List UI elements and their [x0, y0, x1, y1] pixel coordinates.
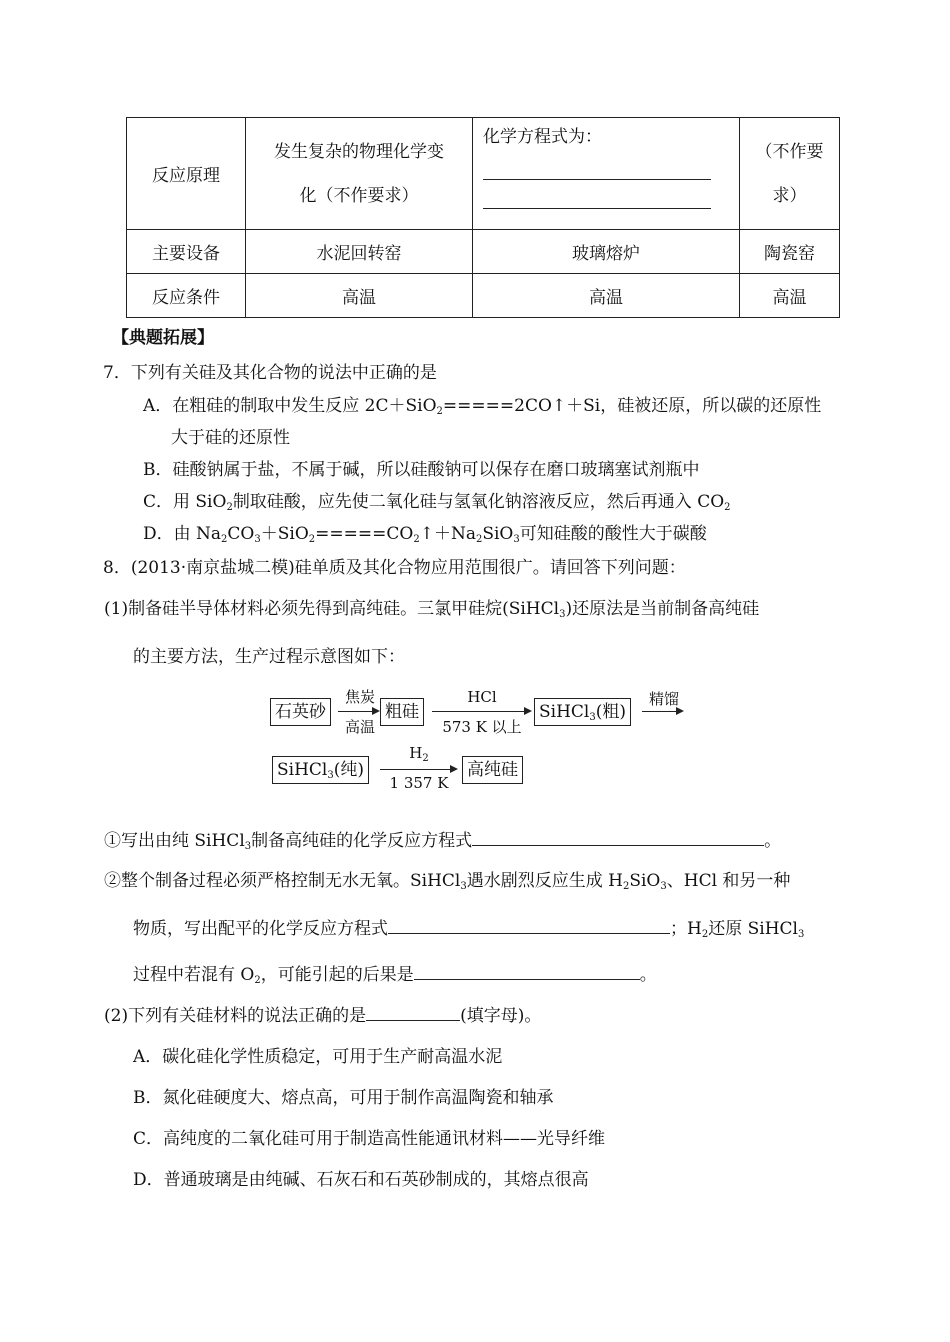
part-2-option-a: A．碳化硅化学性质稳定，可用于生产耐高温水泥	[133, 1047, 503, 1067]
part-1-text: (1)制备硅半导体材料必须先得到高纯硅。三氯甲硅烷(SiHCl$_3$)还原法是当前制备高纯硅	[104, 599, 760, 620]
cell-text: 发生复杂的物理化学变	[274, 141, 444, 162]
flow-label: 1 357 K	[389, 774, 449, 792]
part-2-option-d: D．普通玻璃是由纯碱、石灰石和石英砂制成的，其熔点很高	[133, 1170, 589, 1190]
table-cell: 反应条件	[127, 274, 246, 318]
table-cell: 反应原理	[127, 118, 246, 230]
flow-label: 精馏	[648, 690, 679, 708]
sub-question-1: ①写出由纯 SiHCl$_3$制备高纯硅的化学反应方程式 。	[104, 831, 782, 852]
question-stem: 7．下列有关硅及其化合物的说法中正确的是	[103, 363, 437, 383]
flow-box-high-purity-silicon: 高纯硅	[462, 756, 523, 784]
option-a: A．在粗硅的制取中发生反应 2C＋SiO$_2$=====2CO↑＋Si，硅被还原，所以碳的还原性	[143, 396, 822, 417]
question-stem: 8．(2013·南京盐城二模)硅单质及其化合物应用范围很广。请回答下列问题：	[103, 558, 686, 578]
flow-box-sihcl3-pure: SiHCl$_3$(纯)	[272, 756, 369, 784]
flow-label: 焦炭	[344, 688, 375, 706]
answer-blank[interactable]	[414, 963, 640, 980]
comparison-table	[126, 117, 840, 318]
sub-question-2-cont: 过程中若混有 $O_2$，可能引起的后果是 。	[133, 965, 657, 986]
option-a-cont: 大于硅的还原性	[171, 428, 290, 448]
table-cell: 高温	[473, 274, 740, 318]
flow-label: HCl	[467, 688, 497, 706]
flow-arrow	[380, 769, 456, 770]
part-2-option-c: C．高纯度的二氧化硅可用于制造高性能通讯材料——光导纤维	[133, 1129, 606, 1149]
section-title: 【典题拓展】	[112, 328, 214, 348]
table-cell: 陶瓷窑	[740, 230, 840, 274]
answer-line	[483, 208, 711, 209]
table-cell	[246, 118, 473, 230]
option-b: B．硅酸钠属于盐，不属于碱，所以硅酸钠可以保存在磨口玻璃塞试剂瓶中	[143, 460, 700, 480]
flow-box-quartz-sand: 石英砂	[270, 698, 331, 726]
flow-label: 高温	[344, 718, 375, 736]
answer-blank[interactable]	[472, 829, 764, 846]
cell-text: 化（不作要求）	[299, 185, 419, 206]
flow-box-crude-silicon: 粗硅	[380, 698, 424, 726]
option-d: D．由 $Na_2CO_3+SiO_2=====CO_2↑+Na_2SiO_3$可知硅酸的酸性大于碳酸	[143, 524, 707, 545]
answer-blank[interactable]	[388, 917, 670, 934]
table-cell	[473, 118, 740, 230]
cell-text: （不作要	[755, 141, 824, 162]
flow-label: 573 K 以上	[442, 718, 522, 736]
table-cell	[740, 118, 840, 230]
flow-label: $H_2$	[409, 744, 429, 764]
part-1-text-cont: 的主要方法，生产过程示意图如下：	[133, 647, 405, 667]
flow-arrow	[432, 711, 530, 712]
cell-text: 求）	[772, 185, 807, 206]
table-cell: 主要设备	[127, 230, 246, 274]
flow-box-sihcl3-crude: SiHCl$_3$(粗)	[534, 698, 631, 726]
part-2-option-b: B．氮化硅硬度大、熔点高，可用于制作高温陶瓷和轴承	[133, 1088, 554, 1108]
flow-arrow	[338, 711, 378, 712]
table-cell: 高温	[740, 274, 840, 318]
sub-question-2: ②整个制备过程必须严格控制无水无氧。SiHCl$_3$遇水剧烈反应生成 $H_2SiO_3$、HCl 和另一种	[104, 871, 791, 892]
table-cell: 高温	[246, 274, 473, 318]
cell-text: 化学方程式为：	[483, 127, 602, 147]
table-cell: 水泥回转窑	[246, 230, 473, 274]
answer-line	[483, 179, 711, 180]
answer-blank[interactable]	[366, 1004, 460, 1021]
table-cell: 玻璃熔炉	[473, 230, 740, 274]
flow-arrow	[642, 711, 682, 712]
part-2-stem: (2)下列有关硅材料的说法正确的是 (填字母)。	[104, 1006, 542, 1026]
option-c: C．用 SiO$_2$制取硅酸，应先使二氧化硅与氢氧化钠溶液反应，然后再通入 $CO_2$	[143, 492, 731, 513]
sub-question-2-cont: 物质，写出配平的化学反应方程式 ；$H_2$还原 SiHCl$_3$	[133, 919, 805, 940]
